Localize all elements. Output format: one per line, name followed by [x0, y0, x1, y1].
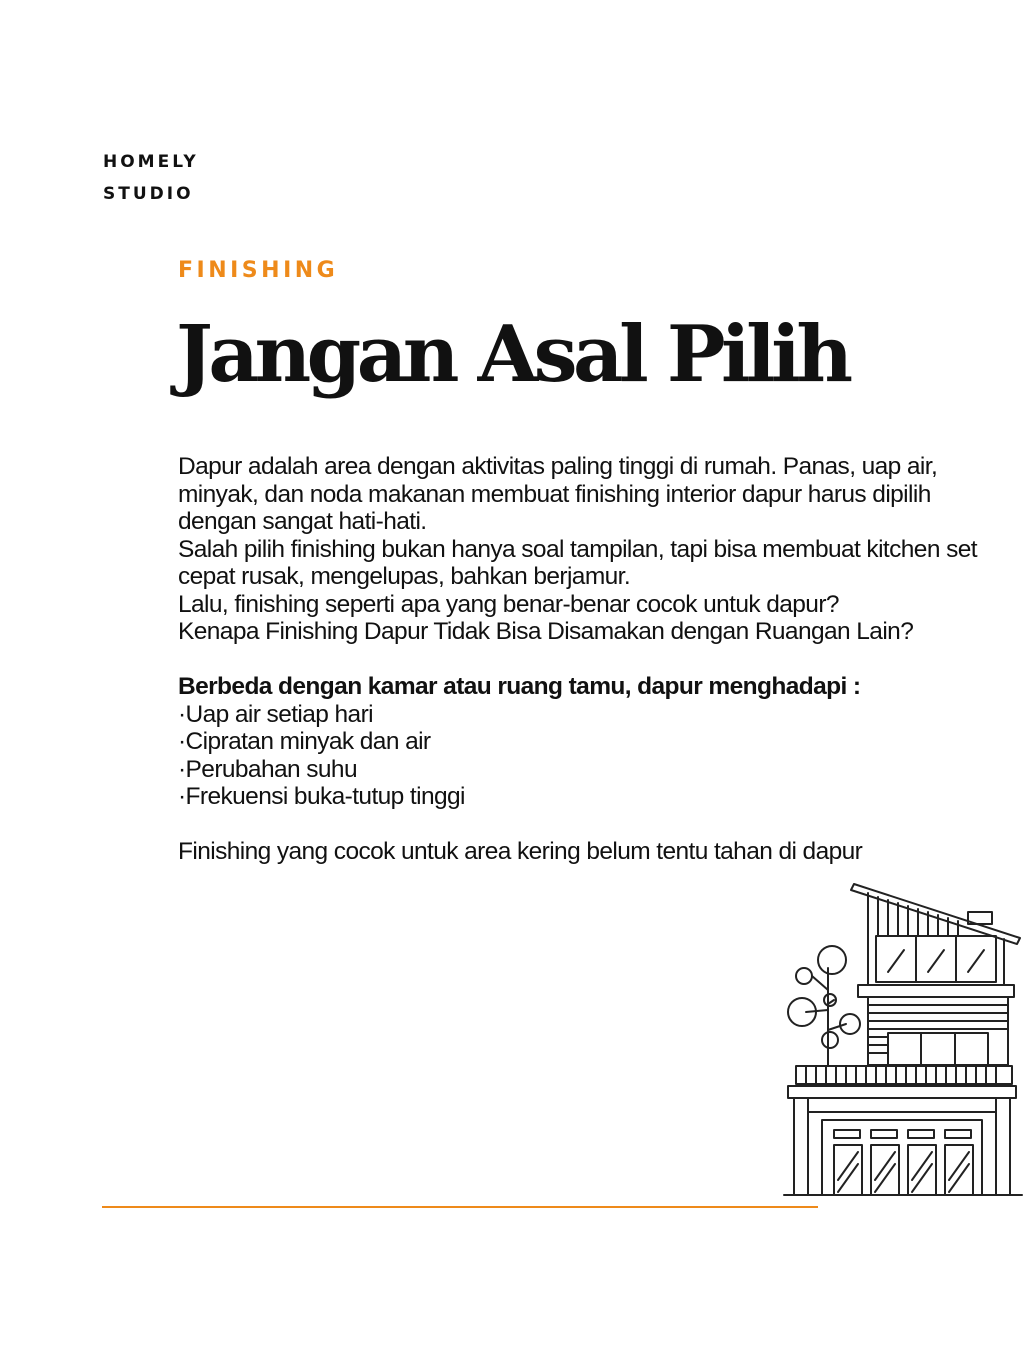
list-item: ·Cipratan minyak dan air	[178, 728, 431, 755]
list-item: ·Perubahan suhu	[178, 755, 357, 783]
article-body	[178, 453, 998, 866]
intro-paragraph-1: Dapur adalah area dengan aktivitas paling tinggi di rumah. Panas, uap air, minyak, dan noda makanan membuat finishing interior dapur harus dipilih dengan sangat hati-hati.	[178, 453, 938, 535]
brand-logo	[103, 146, 199, 210]
list-item: ·Uap air setiap hari	[178, 700, 373, 728]
intro-paragraph-4: Kenapa Finishing Dapur Tidak Bisa Disamakan dengan Ruangan Lain?	[178, 618, 914, 645]
list-heading: Berbeda dengan kamar atau ruang tamu, dapur menghadapi :	[178, 673, 861, 700]
brand-line-1: HOMELY	[103, 152, 199, 172]
brand-line-2: STUDIO	[103, 184, 194, 204]
spacer	[178, 646, 998, 674]
spacer	[178, 811, 998, 839]
intro-paragraph-2: Salah pilih finishing bukan hanya soal tampilan, tapi bisa membuat kitchen set cepat rusak, mengelupas, bahkan berjamur.	[178, 535, 977, 590]
closing-line: Finishing yang cocok untuk area kering belum tentu tahan di dapur	[178, 838, 863, 865]
intro-paragraph-3: Lalu, finishing seperti apa yang benar-benar cocok untuk dapur?	[178, 590, 839, 618]
list-item: ·Frekuensi buka-tutup tinggi	[178, 783, 465, 810]
house-line-art-icon	[780, 878, 1024, 1200]
bottom-divider	[102, 1206, 818, 1208]
page-title: Jangan Asal Pilih	[176, 309, 849, 400]
section-kicker: FINISHING	[178, 258, 339, 283]
